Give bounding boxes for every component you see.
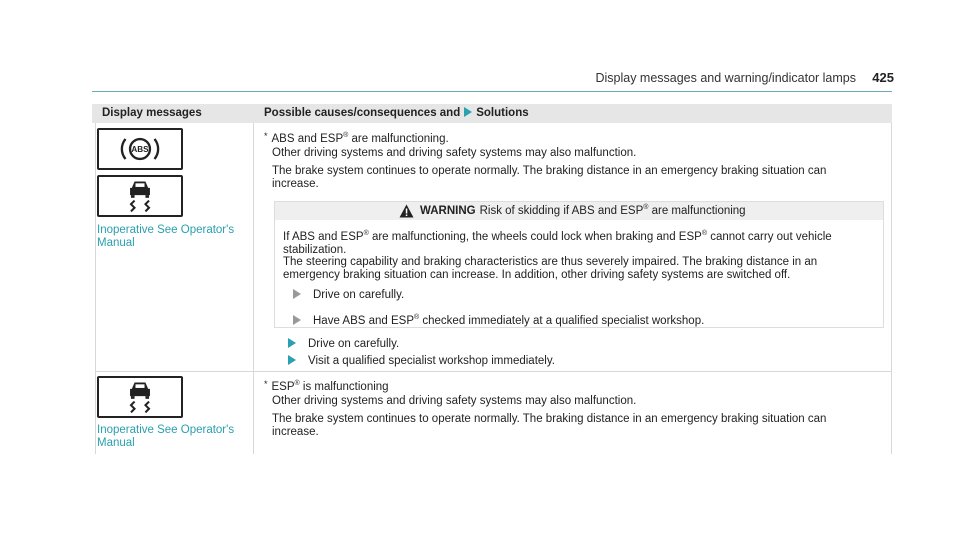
warning-step-1: Drive on carefully.: [293, 289, 404, 302]
solution-1: Drive on carefully.: [288, 338, 399, 351]
bullet-arrow-icon: [293, 289, 301, 299]
warning-body-2: The steering capability and braking characteristics are thus severely impaired. The braking distance in an emergency braking situation can increase. In addition, other driving safety systems are switched off.: [283, 256, 818, 281]
display-messages-table: [92, 104, 892, 454]
svg-text:ABS: ABS: [131, 145, 149, 155]
column-divider: [253, 123, 254, 454]
table-border-right: [891, 123, 892, 454]
bullet-arrow-icon: [293, 315, 301, 325]
solutions-arrow-icon: [464, 107, 472, 117]
row1-paragraph-1: Other driving systems and driving safety systems may also malfunction.: [272, 147, 637, 159]
col-display-messages: Display messages: [102, 107, 202, 119]
warning-triangle-icon: [399, 204, 414, 218]
header-rule: [92, 91, 892, 92]
col-causes-solutions: Possible causes/consequences and Solutions: [264, 107, 529, 119]
solution-2: Visit a qualified specialist workshop immediately.: [288, 355, 555, 368]
row2-paragraph-1: Other driving systems and driving safety systems may also malfunction.: [272, 395, 637, 407]
esp-skid-car-icon: [97, 175, 183, 217]
solution-arrow-icon: [288, 338, 296, 348]
warning-header: [275, 202, 883, 220]
solution-arrow-icon: [288, 355, 296, 365]
warning-body-1: If ABS and ESP® are malfunctioning, the wheels could lock when braking and ESP® cannot carry out vehicle stabilization.: [283, 230, 832, 256]
warning-step-2: Have ABS and ESP® checked immediately at a qualified specialist workshop.: [293, 311, 704, 328]
row1-paragraph-2: The brake system continues to operate normally. The braking distance in an emergency braking situation can increase.: [272, 165, 827, 190]
warning-title: WARNING Risk of skidding if ABS and ESP® are malfunctioning: [420, 204, 746, 217]
header-title: Display messages and warning/indicator lamps: [595, 71, 856, 85]
warning-box: [274, 201, 884, 328]
esp-skid-car-icon: [97, 376, 183, 418]
row-divider: [95, 371, 892, 372]
page-number: 425: [872, 70, 894, 85]
table-header: [92, 104, 892, 123]
inoperative-link-1[interactable]: Inoperative See Operator's Manual: [97, 224, 235, 249]
abs-warning-lamp-icon: [97, 128, 183, 170]
table-border-left: [95, 123, 96, 454]
row2-paragraph-2: The brake system continues to operate normally. The braking distance in an emergency braking situation can increase.: [272, 413, 827, 438]
row2-cause: * ESP® is malfunctioning: [264, 378, 389, 393]
inoperative-link-2[interactable]: Inoperative See Operator's Manual: [97, 424, 235, 449]
row1-cause: * ABS and ESP® are malfunctioning.: [264, 130, 449, 145]
